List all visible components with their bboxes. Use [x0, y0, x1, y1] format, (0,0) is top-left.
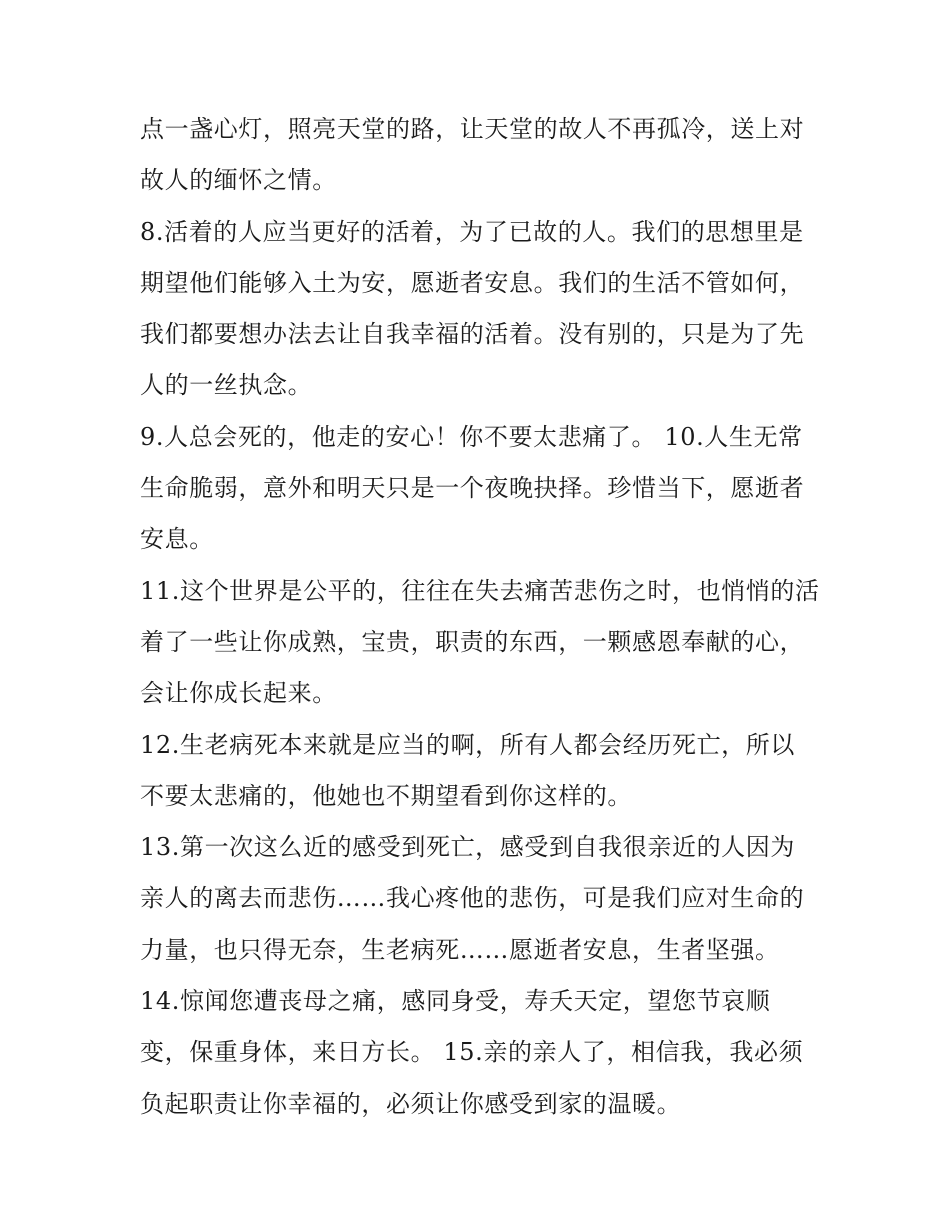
text-line: 变，保重身体，来日方长。 15.亲的亲人了，相信我，我必须	[140, 1038, 804, 1067]
text-line: 人的一丝执念。	[140, 371, 313, 400]
text-line: 安息。	[140, 525, 214, 554]
text-line: 期望他们能够入土为安，愿逝者安息。我们的生活不管如何，	[140, 268, 805, 297]
body-text	[140, 104, 820, 1130]
text-line: 生命脆弱，意外和明天只是一个夜晚抉择。珍惜当下，愿逝者	[140, 474, 805, 503]
text-line: 11.这个世界是公平的，往往在失去痛苦悲伤之时，也悄悄的活	[140, 576, 820, 605]
text-line: 8.活着的人应当更好的活着，为了已故的人。我们的思想里是	[140, 217, 804, 246]
text-line: 负起职责让你幸福的，必须让你感受到家的温暖。	[140, 1089, 682, 1118]
text-line: 着了一些让你成熟，宝贵，职责的东西，一颗感恩奉献的心，	[140, 627, 805, 656]
text-line: 不要太悲痛的，他她也不期望看到你这样的。	[140, 781, 632, 810]
text-line: 会让你成长起来。	[140, 679, 337, 708]
text-line: 12.生老病死本来就是应当的啊，所有人都会经历死亡，所以	[140, 730, 795, 759]
text-line: 故人的缅怀之情。	[140, 166, 337, 195]
text-line: 9.人总会死的，他走的安心！你不要太悲痛了。 10.人生无常	[140, 422, 803, 451]
text-line: 点一盏心灯，照亮天堂的路，让天堂的故人不再孤冷，送上对	[140, 115, 805, 143]
text-line: 13.第一次这么近的感受到死亡，感受到自我很亲近的人因为	[140, 833, 795, 862]
text-line: 14.惊闻您遭丧母之痛，感同身受，寿夭天定，望您节哀顺	[140, 987, 771, 1016]
text-line: 我们都要想办法去让自我幸福的活着。没有别的，只是为了先	[140, 320, 805, 349]
text-line: 亲人的离去而悲伤……我心疼他的悲伤，可是我们应对生命的	[140, 884, 805, 913]
text-line: 力量，也只得无奈，生老病死……愿逝者安息，生者坚强。	[140, 935, 780, 964]
